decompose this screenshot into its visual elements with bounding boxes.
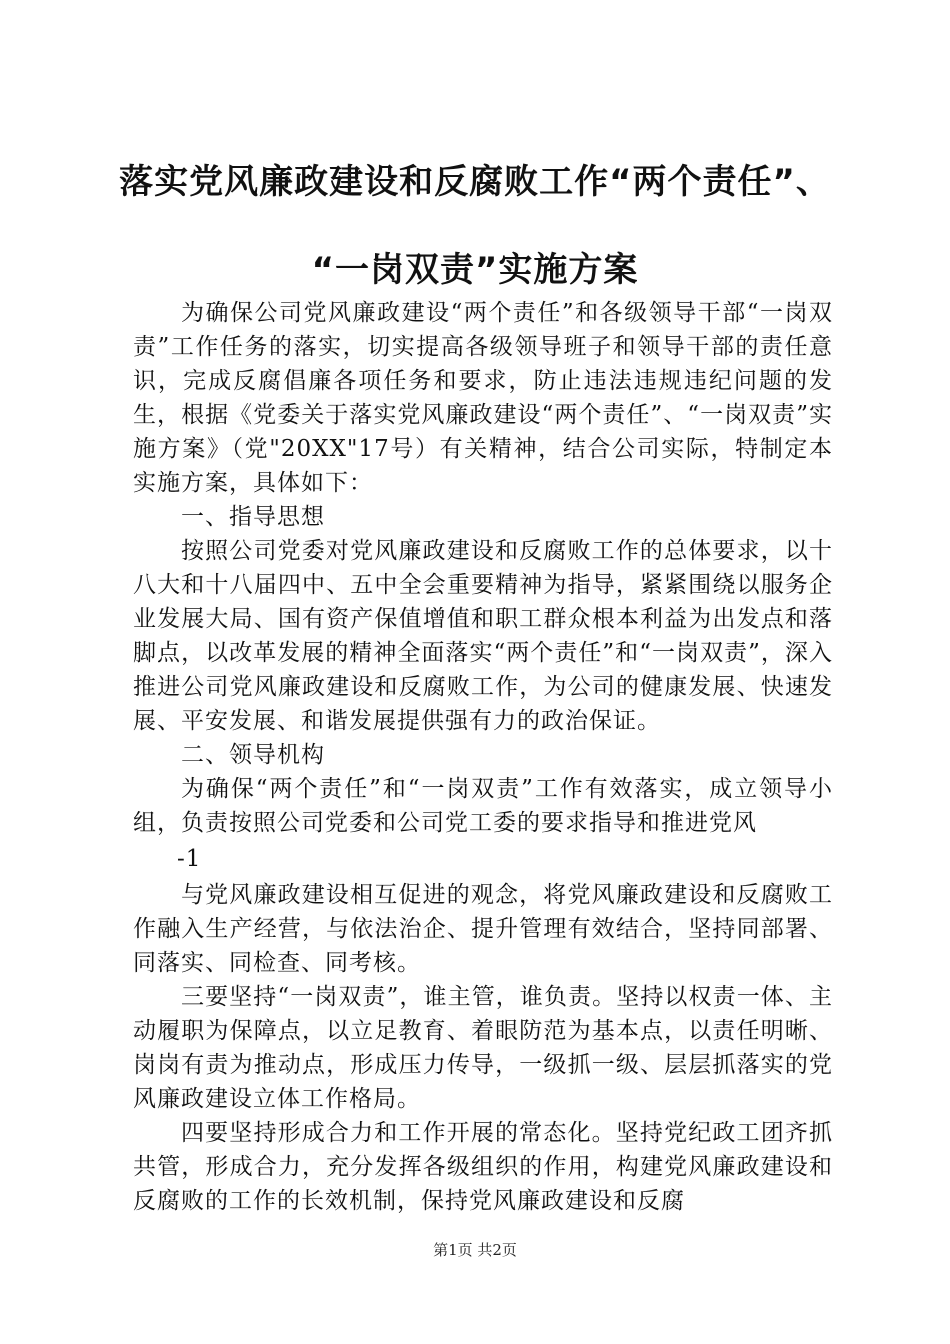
- page-footer: 第1页 共2页: [433, 1241, 517, 1259]
- section-heading-leadership: 二、领导机构: [181, 742, 325, 768]
- body-paragraph-a: 与党风廉政建设相互促进的观念，将党风廉政建设和反腐败工作融入生产经营，与依法治企、提升管理有效结合，坚持同部署、同落实、同检查、同考核。: [133, 882, 833, 976]
- document-title-line-1: 落实党风廉政建设和反腐败工作“两个责任”、: [119, 162, 831, 202]
- section-heading-guiding-ideology: 一、指导思想: [181, 504, 325, 530]
- inline-page-number: -1: [177, 846, 202, 872]
- body-paragraph-b: 三要坚持“一岗双责”，谁主管，谁负责。坚持以权责一体、主动履职为保障点，以立足教育、着眼防范为基本点，以责任明晰、岗岗有责为推动点，形成压力传导，一级抓一级、层层抓落实的党风廉政建设立体工作格局。: [133, 984, 833, 1112]
- body-paragraph-c: 四要坚持形成合力和工作开展的常态化。坚持党纪政工团齐抓共管，形成合力，充分发挥各级组织的作用，构建党风廉政建设和反腐败的工作的长效机制，保持党风廉政建设和反腐: [133, 1120, 833, 1214]
- document-body: [133, 296, 833, 1218]
- document-title-line-2: “一岗双责”实施方案: [311, 250, 639, 290]
- section-paragraph-leadership: 为确保“两个责任”和“一岗双责”工作有效落实，成立领导小组，负责按照公司党委和公司党工委的要求指导和推进党风: [133, 776, 833, 836]
- section-paragraph-guiding-ideology: 按照公司党委对党风廉政建设和反腐败工作的总体要求，以十八大和十八届四中、五中全会重要精神为指导，紧紧围绕以服务企业发展大局、国有资产保值增值和职工群众根本利益为出发点和落脚点，以改革发展的精神全面落实“两个责任”和“一岗双责”，深入推进公司党风廉政建设和反腐败工作，为公司的健康发展、快速发展、平安发展、和谐发展提供强有力的政治保证。: [133, 538, 833, 734]
- intro-paragraph: 为确保公司党风廉政建设“两个责任”和各级领导干部“一岗双责”工作任务的落实，切实提高各级领导班子和领导干部的责任意识，完成反腐倡廉各项任务和要求，防止违法违规违纪问题的发生，根据《党委关于落实党风廉政建设“两个责任”、“一岗双责”实施方案》（党"20XX"17号）有关精神，结合公司实际，特制定本实施方案，具体如下：: [133, 300, 833, 496]
